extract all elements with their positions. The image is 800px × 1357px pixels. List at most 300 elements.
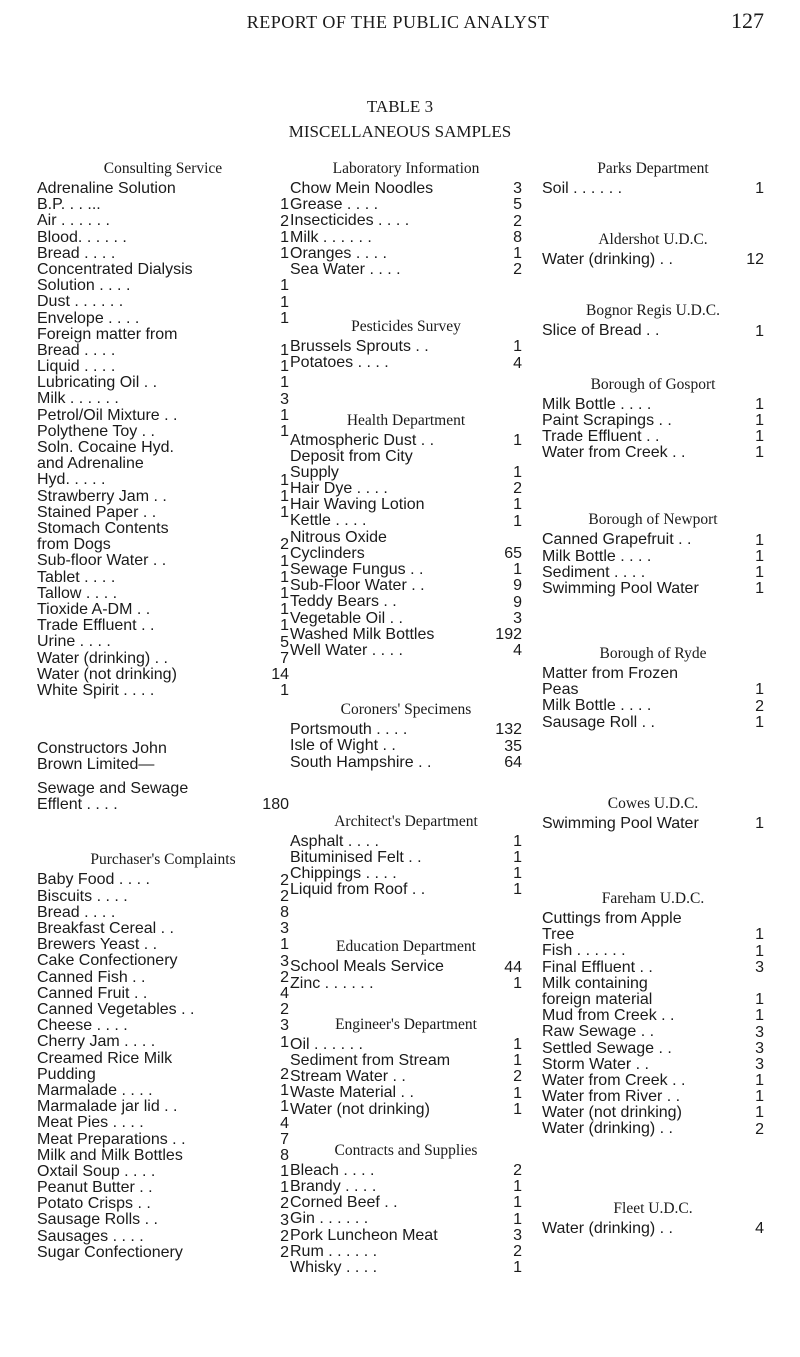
sample-row — [37, 1099, 289, 1115]
sample-row — [542, 532, 764, 548]
sample-count: 9 — [513, 577, 522, 595]
sample-count: 3 — [513, 180, 522, 198]
sample-count: 1 — [280, 1163, 289, 1181]
sample-row — [542, 581, 764, 597]
column-middle — [290, 158, 522, 1276]
sample-section — [542, 229, 764, 268]
sample-label: Concentrated Dialysis Solution . . . . — [37, 260, 193, 294]
sample-label: Sausages . . . . — [37, 1227, 144, 1245]
sample-label: Urine . . . . — [37, 633, 111, 651]
sample-count: 1 — [280, 568, 289, 586]
sample-label: Oil . . . . . . — [290, 1035, 363, 1053]
sample-section — [542, 1198, 764, 1237]
sample-row — [37, 327, 289, 359]
sample-row — [290, 1102, 522, 1118]
sample-count: 2 — [513, 1068, 522, 1086]
sample-label: Nitrous Oxide Cyclinders — [290, 528, 387, 562]
section-paragraph: Constructors John Brown Limited— — [37, 740, 167, 774]
sample-label: Sea Water . . . . — [290, 260, 401, 278]
sample-count: 1 — [513, 431, 522, 449]
sample-section — [290, 811, 522, 899]
sample-row — [37, 1229, 289, 1245]
sample-row — [37, 953, 289, 969]
sample-label: Chippings . . . . — [290, 865, 397, 883]
sample-row — [290, 578, 522, 594]
sample-label: Cheese . . . . — [37, 1017, 128, 1035]
sample-row — [542, 1089, 764, 1105]
sample-row — [37, 905, 289, 921]
sample-row — [290, 497, 522, 513]
sample-label: Meat Preparations . . — [37, 1130, 186, 1148]
sample-section — [37, 741, 289, 813]
sample-label: Milk containing foreign material — [542, 974, 653, 1008]
sample-section — [542, 509, 764, 597]
sample-label: Milk Bottle . . . . — [542, 395, 652, 413]
sample-label: Portsmouth . . . . — [290, 721, 408, 739]
sample-label: Envelope . . . . — [37, 309, 140, 327]
sample-label: Oxtail Soup . . . . — [37, 1162, 156, 1180]
sample-label: Raw Sewage . . — [542, 1023, 655, 1041]
sample-row — [290, 230, 522, 246]
sample-row — [37, 489, 289, 505]
section-heading: Fleet U.D.C. — [613, 1199, 693, 1217]
sample-count: 64 — [504, 753, 522, 771]
sample-count: 1 — [280, 358, 289, 376]
sample-label: Kettle . . . . — [290, 512, 367, 530]
table-title: TABLE 3 — [366, 97, 434, 116]
sample-label: Final Effluent . . — [542, 958, 653, 976]
sample-label: Swimming Pool Water — [542, 579, 699, 597]
sample-row — [290, 594, 522, 610]
sample-count: 1 — [280, 617, 289, 635]
sample-count: 2 — [280, 212, 289, 230]
sample-label: Strawberry Jam . . — [37, 487, 167, 505]
sample-count: 1 — [280, 487, 289, 505]
sample-count: 1 — [755, 1072, 764, 1090]
sample-label: Sediment . . . . — [542, 563, 646, 581]
sample-row — [290, 755, 522, 771]
sample-row — [37, 937, 289, 953]
sample-row — [290, 481, 522, 497]
sample-row — [542, 715, 764, 731]
sample-count: 3 — [513, 609, 522, 627]
sample-row — [542, 943, 764, 959]
sample-label: Tablet . . . . — [37, 568, 116, 586]
sample-count: 1 — [513, 1178, 522, 1196]
sample-row — [37, 424, 289, 440]
sample-row — [542, 549, 764, 565]
sample-count: 44 — [504, 958, 522, 976]
sample-count: 1 — [280, 1179, 289, 1197]
sample-label: Tallow . . . . — [37, 584, 118, 602]
sample-count: 1 — [755, 815, 764, 833]
sample-label: Washed Milk Bottles — [290, 625, 435, 643]
sample-row — [37, 634, 289, 650]
sample-count: 2 — [280, 887, 289, 905]
sample-row — [290, 449, 522, 481]
sample-label: Teddy Bears . . — [290, 593, 397, 611]
sample-row — [542, 1221, 764, 1237]
section-heading: Cowes U.D.C. — [607, 794, 699, 812]
sample-row — [290, 513, 522, 529]
sample-label: Potato Crisps . . — [37, 1195, 151, 1213]
sample-row — [542, 976, 764, 1008]
sample-label: Canned Vegetables . . — [37, 1000, 195, 1018]
sample-label: School Meals Service — [290, 958, 444, 976]
sample-label: Milk Bottle . . . . — [542, 547, 652, 565]
sample-count: 3 — [755, 1023, 764, 1041]
sample-label: Stomach Contents from Dogs — [37, 520, 169, 554]
sample-label: Storm Water . . — [542, 1055, 649, 1073]
section-heading: Bognor Regis U.D.C. — [586, 302, 720, 320]
sample-count: 1 — [280, 471, 289, 489]
sample-count: 180 — [262, 796, 289, 814]
sample-label: Biscuits . . . . — [37, 887, 128, 905]
sample-row — [37, 889, 289, 905]
sample-row — [290, 339, 522, 355]
sample-row — [290, 246, 522, 262]
sample-count: 1 — [755, 942, 764, 960]
sample-label: Stained Paper . . — [37, 503, 157, 521]
sample-section — [542, 374, 764, 462]
sample-label: Sausage Rolls . . — [37, 1211, 158, 1229]
sample-count: 1 — [280, 406, 289, 424]
sample-count: 5 — [280, 633, 289, 651]
sample-row — [37, 1180, 289, 1196]
sample-count: 1 — [513, 849, 522, 867]
sample-count: 1 — [513, 881, 522, 899]
sample-count: 1 — [513, 561, 522, 579]
sample-count: 2 — [280, 1195, 289, 1213]
sample-count: 1 — [280, 682, 289, 700]
sample-row — [542, 1008, 764, 1024]
sample-section — [542, 300, 764, 339]
sample-row — [290, 433, 522, 449]
sample-count: 1 — [280, 936, 289, 954]
sample-label: Cake Confectionery — [37, 952, 178, 970]
sample-count: 1 — [513, 1084, 522, 1102]
sample-label: Water from Creek . . — [542, 1071, 686, 1089]
sample-row — [290, 197, 522, 213]
sample-count: 4 — [513, 642, 522, 660]
sample-row — [290, 627, 522, 643]
sample-section — [290, 410, 522, 660]
sample-row — [37, 1245, 289, 1261]
sample-row — [542, 1041, 764, 1057]
sample-row — [290, 1037, 522, 1053]
sample-row — [290, 213, 522, 229]
sample-row — [37, 359, 289, 375]
sample-count: 1 — [513, 338, 522, 356]
sample-label: Bread . . . . — [37, 903, 116, 921]
sample-label: Asphalt . . . . — [290, 832, 379, 850]
sample-label: Whisky . . . . — [290, 1258, 378, 1276]
sample-count: 1 — [755, 563, 764, 581]
sample-count: 2 — [280, 1001, 289, 1019]
sample-label: Sub-floor Water . . — [37, 552, 167, 570]
sample-row — [37, 1034, 289, 1050]
sample-row — [37, 921, 289, 937]
sample-section — [290, 1014, 522, 1118]
sample-row — [542, 1024, 764, 1040]
sample-label: Cuttings from Apple Tree — [542, 910, 682, 944]
sample-row — [37, 586, 289, 602]
sample-label: Milk . . . . . . — [290, 228, 372, 246]
sample-count: 1 — [513, 1210, 522, 1228]
sample-count: 1 — [280, 1098, 289, 1116]
sample-row — [37, 1018, 289, 1034]
sample-row — [542, 181, 764, 197]
sample-row — [290, 1069, 522, 1085]
sample-count: 1 — [755, 411, 764, 429]
sample-label: Bituminised Felt . . — [290, 848, 422, 866]
sample-row — [290, 355, 522, 371]
sample-label: Settled Sewage . . — [542, 1039, 672, 1057]
sample-label: Matter from Frozen Peas — [542, 665, 679, 699]
sample-count: 8 — [280, 904, 289, 922]
sample-count: 1 — [755, 322, 764, 340]
sample-row — [37, 1051, 289, 1083]
sample-row — [37, 294, 289, 310]
report-title: REPORT OF THE PUBLIC ANALYST — [246, 12, 550, 32]
sample-row — [542, 666, 764, 698]
sample-label: Chow Mein Noodles — [290, 180, 434, 197]
sample-row — [290, 1228, 522, 1244]
sample-label: Water (drinking) . . — [542, 1120, 673, 1138]
sample-label: Swimming Pool Water — [542, 814, 699, 832]
sample-count: 9 — [513, 593, 522, 611]
column-right — [542, 158, 764, 1237]
section-heading: Aldershot U.D.C. — [598, 231, 708, 249]
sample-row — [37, 872, 289, 888]
sample-row — [37, 1212, 289, 1228]
column-left — [37, 158, 289, 1261]
sample-row — [290, 882, 522, 898]
sample-label: Marmalade . . . . — [37, 1081, 153, 1099]
sample-label: Water (not drinking) — [37, 665, 177, 683]
sample-label: Gin . . . . . . — [290, 1210, 369, 1228]
sample-row — [37, 1115, 289, 1131]
section-heading: Fareham U.D.C. — [601, 890, 705, 908]
sample-row — [290, 722, 522, 738]
sample-count: 1 — [513, 244, 522, 262]
sample-count: 4 — [280, 1114, 289, 1132]
sample-count: 132 — [495, 721, 522, 739]
sample-row — [542, 1121, 764, 1137]
sample-label: Creamed Rice Milk Pudding — [37, 1049, 173, 1083]
sample-count: 2 — [280, 968, 289, 986]
sample-section — [542, 158, 764, 197]
sample-row — [290, 530, 522, 562]
sample-row — [290, 834, 522, 850]
sample-count: 2 — [280, 536, 289, 554]
sample-row — [542, 698, 764, 714]
sample-row — [37, 570, 289, 586]
sample-label: Water from Creek . . — [542, 444, 686, 462]
sample-count: 7 — [280, 649, 289, 667]
sample-label: Zinc . . . . . . — [290, 974, 374, 992]
sample-label: Petrol/Oil Mixture . . — [37, 406, 178, 424]
sample-row — [290, 738, 522, 754]
sample-row — [290, 1244, 522, 1260]
sample-count: 2 — [513, 1242, 522, 1260]
sample-count: 1 — [513, 974, 522, 992]
sample-count: 3 — [513, 1226, 522, 1244]
sample-count: 1 — [280, 342, 289, 360]
sample-label: Paint Scrapings . . — [542, 411, 672, 429]
sample-label: Canned Fish . . — [37, 968, 146, 986]
sample-count: 1 — [755, 580, 764, 598]
sample-label: Milk Bottle . . . . — [542, 697, 652, 715]
sample-row — [37, 651, 289, 667]
sample-row — [290, 643, 522, 659]
sample-count: 3 — [280, 920, 289, 938]
sample-count: 1 — [280, 277, 289, 295]
sample-count: 1 — [513, 496, 522, 514]
sample-label: Soln. Cocaine Hyd. and Adrenaline Hyd. . . . . — [37, 439, 174, 489]
sample-count: 3 — [755, 1039, 764, 1057]
sample-row — [37, 1164, 289, 1180]
sample-count: 1 — [755, 1104, 764, 1122]
sample-row — [37, 618, 289, 634]
page-header — [32, 8, 764, 38]
sample-label: Tioxide A-DM . . — [37, 600, 151, 618]
sample-label: Vegetable Oil . . — [290, 609, 403, 627]
sample-row — [290, 1085, 522, 1101]
page-number: 127 — [731, 8, 764, 33]
sample-count: 1 — [280, 423, 289, 441]
sample-label: Corned Beef . . — [290, 1194, 398, 1212]
sample-row — [542, 960, 764, 976]
sample-count: 2 — [755, 697, 764, 715]
section-heading: Laboratory Information — [332, 160, 480, 177]
sample-count: 1 — [280, 552, 289, 570]
sample-row — [37, 986, 289, 1002]
sample-row — [290, 611, 522, 627]
sample-count: 1 — [280, 601, 289, 619]
sample-count: 1 — [755, 1088, 764, 1106]
sample-row — [290, 850, 522, 866]
sample-count: 1 — [280, 293, 289, 311]
sample-count: 1 — [755, 1007, 764, 1025]
sample-label: Atmospheric Dust . . — [290, 431, 435, 449]
sample-count: 2 — [280, 1244, 289, 1261]
sample-row — [290, 1260, 522, 1276]
sample-label: Milk and Milk Bottles — [37, 1146, 183, 1164]
sample-count: 1 — [280, 504, 289, 522]
sample-section — [542, 793, 764, 832]
sample-row — [542, 445, 764, 461]
sample-section — [290, 158, 522, 278]
sample-label: Hair Dye . . . . — [290, 480, 388, 498]
sample-count: 35 — [504, 737, 522, 755]
sample-label: Slice of Bread . . — [542, 322, 660, 340]
sample-count: 1 — [513, 1052, 522, 1070]
sample-count: 2 — [755, 1120, 764, 1138]
sample-label: Well Water . . . . — [290, 641, 403, 659]
sample-label: Waste Material . . — [290, 1084, 414, 1102]
sample-label: Liquid from Roof . . — [290, 881, 426, 899]
sample-label: Cherry Jam . . . . — [37, 1033, 156, 1051]
sample-count: 192 — [495, 625, 522, 643]
sample-row — [37, 1196, 289, 1212]
sample-label: Deposit from City Supply — [290, 447, 413, 481]
sample-label: Water (not drinking) — [290, 1100, 430, 1118]
sample-count: 1 — [755, 395, 764, 413]
sample-count: 14 — [271, 665, 289, 683]
sample-row — [290, 1053, 522, 1069]
sample-count: 1 — [513, 1194, 522, 1212]
sample-label: Hair Waving Lotion — [290, 496, 425, 514]
sample-label: Liquid . . . . — [37, 358, 116, 376]
sample-count: 1 — [280, 1033, 289, 1051]
sample-row — [290, 181, 522, 197]
sample-count: 2 — [513, 1161, 522, 1179]
section-heading: Borough of Gosport — [590, 375, 716, 393]
sample-count: 1 — [513, 832, 522, 850]
sample-label: Insecticides . . . . — [290, 212, 410, 230]
sample-label: Water (drinking) . . — [542, 251, 673, 269]
sample-row — [542, 397, 764, 413]
section-heading: Education Department — [336, 938, 476, 956]
sample-label: Grease . . . . — [290, 196, 379, 214]
sample-row — [37, 391, 289, 407]
sample-row — [37, 181, 289, 213]
sample-section — [290, 699, 522, 771]
sample-row — [37, 1002, 289, 1018]
sample-section — [37, 158, 289, 699]
section-heading: Parks Department — [597, 160, 709, 177]
sample-label: South Hampshire . . — [290, 753, 432, 771]
sample-section — [290, 1140, 522, 1276]
sample-section — [542, 643, 764, 731]
sample-row — [542, 1105, 764, 1121]
sample-row — [37, 505, 289, 521]
table-subtitle: MISCELLANEOUS SAMPLES — [288, 122, 512, 141]
sample-count: 1 — [280, 1082, 289, 1100]
sample-count: 1 — [513, 464, 522, 482]
sample-label: Adrenaline Solution B.P. . . ... — [37, 180, 176, 213]
sample-row — [542, 252, 764, 268]
section-heading: Engineer's Department — [335, 1015, 477, 1033]
sample-count: 1 — [280, 309, 289, 327]
sample-count: 4 — [280, 984, 289, 1002]
sample-row — [37, 440, 289, 489]
sample-section — [542, 888, 764, 1138]
sample-row — [542, 413, 764, 429]
sample-row — [37, 667, 289, 683]
sample-count: 1 — [280, 374, 289, 392]
sample-label: Potatoes . . . . — [290, 354, 389, 372]
sample-section — [290, 936, 522, 991]
sample-count: 2 — [280, 1065, 289, 1083]
sample-row — [290, 976, 522, 992]
sample-label: Water (not drinking) — [542, 1104, 682, 1122]
section-heading: Consulting Service — [103, 160, 223, 177]
sample-count: 7 — [280, 1130, 289, 1148]
sample-label: Rum . . . . . . — [290, 1242, 378, 1260]
sample-count: 1 — [755, 531, 764, 549]
sample-count: 3 — [280, 952, 289, 970]
sample-row — [37, 553, 289, 569]
sample-label: Polythene Toy . . — [37, 422, 155, 440]
sample-row — [542, 1073, 764, 1089]
section-heading: Purchaser's Complaints — [90, 851, 236, 869]
sample-label: Water (drinking) . . — [542, 1219, 673, 1237]
sample-count: 65 — [504, 545, 522, 563]
sample-label: Sediment from Stream — [290, 1052, 451, 1070]
sample-count: 3 — [755, 1055, 764, 1073]
